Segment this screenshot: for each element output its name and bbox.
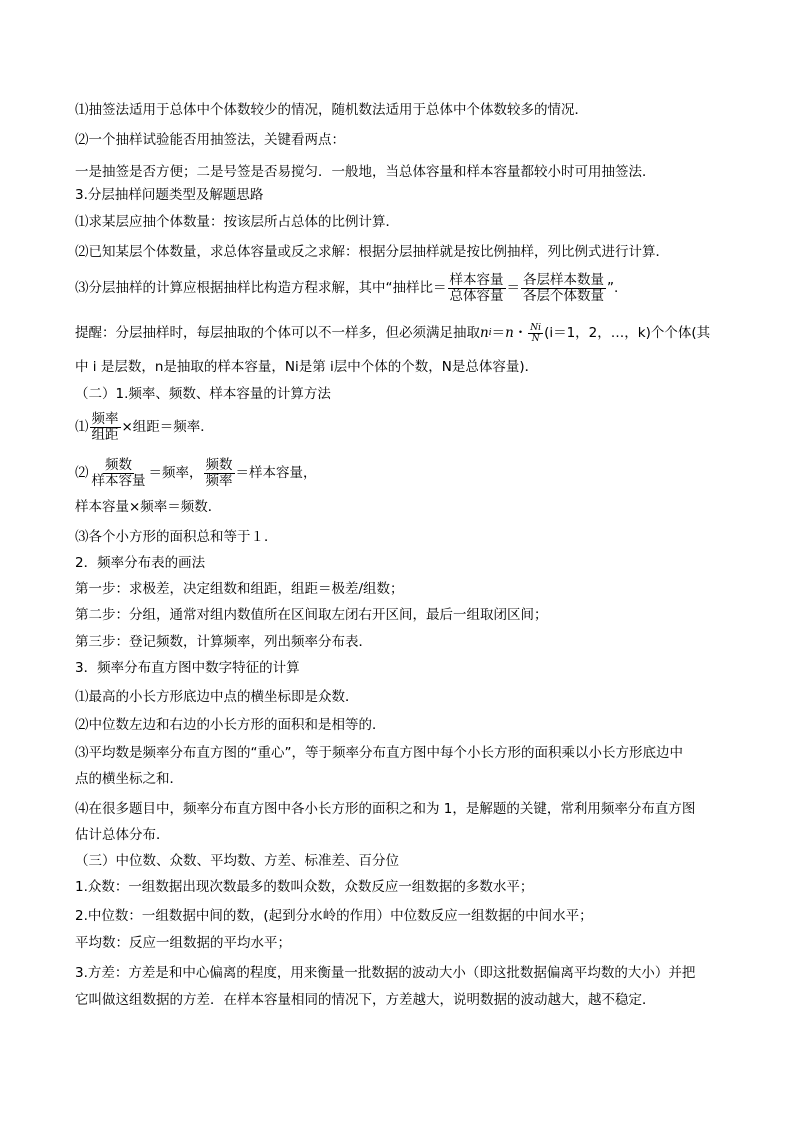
section-heading: 2．频率分布表的画法 (75, 555, 206, 571)
text-line-with-fractions (75, 268, 725, 308)
fraction-denominator: N (531, 333, 540, 344)
text-segment: ＝样本容量， (235, 465, 317, 481)
fraction-numerator: Ni (530, 322, 542, 333)
math-variable: n (505, 325, 514, 341)
text-line: 3.方差：方差是和中心偏离的程度，用来衡量一批数据的波动大小（即这批数据偏离平均数的大小）并把 (75, 965, 696, 981)
text-segment: ×组距＝频率． (121, 419, 214, 435)
text-line: ⑷在很多题目中，频率分布直方图中各小长方形的面积之和为 1，是解题的关键，常利用频率分布直方图 (75, 801, 696, 817)
text-line: ⑶平均数是频率分布直方图的“重心”，等于频率分布直方图中每个小长方形的面积乘以小长方形底边中 (75, 745, 683, 761)
text-line-with-fractions (75, 454, 725, 492)
text-line: 1.众数：一组数据出现次数最多的数叫众数，众数反应一组数据的多数水平； (75, 879, 534, 895)
text-line: 第二步：分组，通常对组内数值所在区间取左闭右开区间，最后一组取闭区间； (75, 607, 548, 623)
equals-sign: ＝ (506, 280, 520, 296)
text-line: ⑶各个小方形的面积总和等于１． (75, 529, 278, 545)
text-line: ⑴最高的小长方形底边中点的横坐标即是众数． (75, 689, 359, 705)
fraction-denominator: 组距 (91, 426, 119, 443)
fraction-numerator: 频数 (205, 456, 233, 473)
text-segment: ＝频率， (148, 465, 203, 481)
text-segment: ⑶分层抽样的计算应根据抽样比构造方程求解，其中“抽样比＝ (75, 280, 447, 296)
fraction-numerator: 样本容量 (449, 271, 504, 288)
text-line-with-formula (75, 316, 725, 350)
text-line: 第三步：登记频数，计算频率，列出频率分布表． (75, 634, 372, 650)
fraction (90, 412, 121, 443)
text-segment: ⑵ (75, 465, 89, 481)
text-line: 估计总体分布． (75, 827, 170, 843)
section-heading: 3.分层抽样问题类型及解题思路 (75, 187, 264, 203)
multiply-dot: ・ (513, 325, 528, 341)
fraction (448, 273, 506, 304)
text-segment: (i＝1，2，…，k)个个体(其 (544, 325, 711, 341)
text-line: 平均数：反应一组数据的平均水平； (75, 935, 291, 951)
text-line: ⑵已知某层个体数量，求总体容量或反之求解：根据分层抽样就是按比例抽样，列比例式进行计算． (75, 244, 669, 260)
text-line: ⑴求某层应抽个体数量：按该层所占总体的比例计算． (75, 214, 399, 230)
text-segment: ”. (607, 280, 619, 296)
fraction-denominator: 频率 (205, 472, 233, 489)
fraction (204, 458, 235, 489)
section-heading: （二）1.频率、频数、样本容量的计算方法 (75, 386, 331, 402)
fraction-numerator: 频率 (91, 410, 119, 427)
fraction-denominator: 各层个体数量 (523, 287, 604, 304)
math-subscript: i (488, 328, 492, 338)
text-line: 它叫做这组数据的方差．在样本容量相同的情况下，方差越大，说明数据的波动越大，越不稳定． (75, 992, 656, 1008)
fraction-denominator: 样本容量 (91, 472, 146, 489)
text-line: 样本容量×频率＝频数． (75, 499, 222, 515)
equals-sign: ＝ (491, 325, 506, 341)
fraction-numerator: 频数 (105, 456, 132, 473)
text-line: ⑵一个抽样试验能否用抽签法，关键看两点： (75, 132, 345, 148)
section-heading: 3．频率分布直方图中数字特征的计算 (75, 660, 300, 676)
text-line: 点的横坐标之和． (75, 771, 183, 787)
fraction (528, 323, 543, 344)
text-line: 中 i 是层数，n是抽取的样本容量，Ni是第 i层中个体的个数，N是总体容量)． (75, 359, 539, 375)
math-variable: n (480, 325, 489, 341)
text-segment: ⑴ (75, 419, 89, 435)
section-heading: （三）中位数、众数、平均数、方差、标准差、百分位 (75, 853, 399, 869)
fraction-denominator: 总体容量 (449, 287, 504, 304)
fraction (90, 458, 148, 489)
text-line: ⑵中位数左边和右边的小长方形的面积和是相等的． (75, 717, 386, 733)
text-line: 第一步：求极差，决定组数和组距，组距＝极差/组数； (75, 581, 404, 597)
fraction-numerator: 各层样本数量 (523, 271, 604, 288)
text-line-with-fraction (75, 408, 725, 446)
text-line: 一是抽签是否方便；二是号签是否易搅匀．一般地，当总体容量和样本容量都较小时可用抽签法． (75, 164, 656, 180)
text-segment: 提醒：分层抽样时，每层抽取的个体可以不一样多，但必须满足抽取 (75, 325, 480, 341)
text-line: 2.中位数：一组数据中间的数，(起到分水岭的作用）中位数反应一组数据的中间水平； (75, 908, 593, 924)
text-line: ⑴抽签法适用于总体中个体数较少的情况，随机数法适用于总体中个体数较多的情况． (75, 102, 588, 118)
fraction (521, 273, 606, 304)
